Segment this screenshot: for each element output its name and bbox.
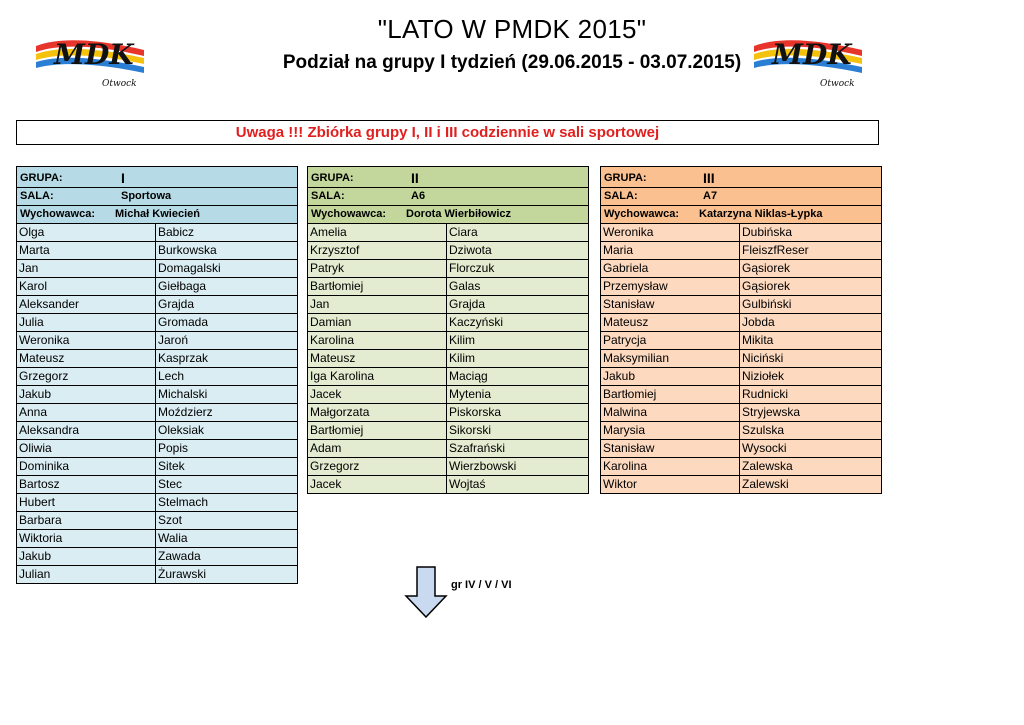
student-row — [17, 224, 297, 242]
first-name-cell: Grzegorz — [17, 368, 156, 385]
room-row — [308, 188, 588, 206]
student-row — [17, 512, 297, 530]
grupa-label: GRUPA: — [311, 172, 354, 184]
last-name-cell: Domagalski — [158, 261, 221, 275]
student-row — [17, 494, 297, 512]
first-name-cell: Jakub — [17, 548, 156, 565]
sala-value: A6 — [411, 190, 426, 202]
last-name-cell: Żurawski — [158, 567, 207, 581]
last-name-cell: Popis — [158, 441, 189, 455]
student-row — [17, 404, 297, 422]
last-name-cell: Zawada — [158, 549, 201, 563]
last-name-cell: Burkowska — [158, 243, 217, 257]
svg-text:MDK: MDK — [772, 38, 852, 71]
sala-label: SALA: — [311, 190, 345, 202]
first-name-cell: Karolina — [308, 332, 447, 349]
last-name-cell: Sikorski — [449, 423, 492, 437]
first-name-cell: Stanisław — [601, 440, 740, 457]
first-name-cell: Olga — [17, 224, 156, 241]
group-2-table — [307, 166, 589, 494]
last-name-cell: Niziołek — [742, 369, 785, 383]
last-name-cell: Gąsiorek — [742, 261, 791, 275]
page-title: "LATO W PMDK 2015" — [377, 14, 647, 44]
group-3-table — [600, 166, 882, 494]
first-name-cell: Jacek — [308, 386, 447, 403]
assembly-notice: Uwaga !!! Zbiórka grupy I, II i III codziennie w sali sportowej — [16, 120, 879, 145]
last-name-cell: Rudnicki — [742, 387, 789, 401]
first-name-cell: Marta — [17, 242, 156, 259]
first-name-cell: Hubert — [17, 494, 156, 511]
last-name-cell: Szulska — [742, 423, 785, 437]
first-name-cell: Jan — [308, 296, 447, 313]
first-name-cell: Marysia — [601, 422, 740, 439]
student-row — [308, 314, 588, 332]
group-header — [17, 167, 297, 188]
svg-text:MDK: MDK — [54, 38, 134, 71]
student-row — [601, 386, 881, 404]
first-name-cell: Julia — [17, 314, 156, 331]
student-row — [17, 350, 297, 368]
first-name-cell: Stanisław — [601, 296, 740, 313]
first-name-cell: Krzysztof — [308, 242, 447, 259]
last-name-cell: Kaczyński — [449, 315, 504, 329]
student-row — [17, 314, 297, 332]
last-name-cell: Maciąg — [449, 369, 488, 383]
first-name-cell: Iga Karolina — [308, 368, 447, 385]
student-row — [601, 260, 881, 278]
last-name-cell: Zalewska — [742, 459, 793, 473]
first-name-cell: Przemysław — [601, 278, 740, 295]
student-row — [601, 296, 881, 314]
first-name-cell: Bartłomiej — [601, 386, 740, 403]
student-row — [17, 332, 297, 350]
room-row — [17, 188, 297, 206]
teacher-row — [308, 206, 588, 224]
teacher-label: Wychowawca: — [20, 208, 95, 220]
first-name-cell: Amelia — [308, 224, 447, 241]
last-name-cell: Michalski — [158, 387, 208, 401]
last-name-cell: Wierzbowski — [449, 459, 517, 473]
first-name-cell: Maria — [601, 242, 740, 259]
student-row — [308, 260, 588, 278]
first-name-cell: Jakub — [17, 386, 156, 403]
student-row — [308, 350, 588, 368]
last-name-cell: Wysocki — [742, 441, 787, 455]
last-name-cell: Stryjewska — [742, 405, 801, 419]
student-row — [17, 458, 297, 476]
first-name-cell: Julian — [17, 566, 156, 583]
first-name-cell: Maksymilian — [601, 350, 740, 367]
group-header — [308, 167, 588, 188]
first-name-cell: Mateusz — [308, 350, 447, 367]
last-name-cell: Zalewski — [742, 477, 789, 491]
student-row — [601, 278, 881, 296]
student-row — [308, 242, 588, 260]
student-row — [17, 476, 297, 494]
last-name-cell: Szafrański — [449, 441, 506, 455]
first-name-cell: Weronika — [17, 332, 156, 349]
student-row — [601, 422, 881, 440]
student-row — [601, 476, 881, 493]
student-row — [308, 368, 588, 386]
student-row — [308, 386, 588, 404]
mdk-logo-left — [32, 30, 152, 92]
last-name-cell: Ciara — [449, 225, 478, 239]
first-name-cell: Patryk — [308, 260, 447, 277]
sala-value: A7 — [703, 190, 718, 202]
first-name-cell: Gabriela — [601, 260, 740, 277]
student-row — [601, 224, 881, 242]
last-name-cell: Stelmach — [158, 495, 209, 509]
student-row — [601, 350, 881, 368]
last-name-cell: Mytenia — [449, 387, 492, 401]
student-row — [601, 440, 881, 458]
last-name-cell: Gromada — [158, 315, 209, 329]
first-name-cell: Bartłomiej — [308, 422, 447, 439]
mdk-logo-right — [750, 30, 870, 92]
first-name-cell: Malwina — [601, 404, 740, 421]
student-row — [308, 476, 588, 493]
last-name-cell: Oleksiak — [158, 423, 205, 437]
last-name-cell: Kilim — [449, 351, 475, 365]
last-name-cell: Babicz — [158, 225, 195, 239]
grupa-label: GRUPA: — [20, 172, 63, 184]
first-name-cell: Oliwia — [17, 440, 156, 457]
first-name-cell: Dominika — [17, 458, 156, 475]
student-row — [601, 404, 881, 422]
teacher-value: Michał Kwiecień — [115, 208, 200, 220]
student-row — [17, 422, 297, 440]
last-name-cell: Kasprzak — [158, 351, 209, 365]
svg-text:Otwock: Otwock — [102, 79, 137, 89]
sala-label: SALA: — [604, 190, 638, 202]
student-row — [308, 296, 588, 314]
teacher-value: Katarzyna Niklas-Łypka — [699, 208, 823, 220]
student-row — [308, 332, 588, 350]
grupa-value: I — [121, 170, 125, 186]
student-row — [601, 368, 881, 386]
sala-value: Sportowa — [121, 190, 172, 202]
student-row — [601, 458, 881, 476]
student-row — [308, 278, 588, 296]
student-row — [17, 296, 297, 314]
last-name-cell: Szot — [158, 513, 183, 527]
last-name-cell: Dubińska — [742, 225, 793, 239]
first-name-cell: Wiktoria — [17, 530, 156, 547]
teacher-value: Dorota Wierbiłowicz — [406, 208, 512, 220]
first-name-cell: Bartosz — [17, 476, 156, 493]
student-row — [308, 404, 588, 422]
first-name-cell: Adam — [308, 440, 447, 457]
first-name-cell: Barbara — [17, 512, 156, 529]
student-row — [17, 260, 297, 278]
last-name-cell: Florczuk — [449, 261, 495, 275]
student-row — [17, 548, 297, 566]
grupa-label: GRUPA: — [604, 172, 647, 184]
down-arrow-icon — [404, 566, 448, 618]
first-name-cell: Mateusz — [601, 314, 740, 331]
first-name-cell: Bartłomiej — [308, 278, 447, 295]
sala-label: SALA: — [20, 190, 54, 202]
student-row — [308, 422, 588, 440]
last-name-cell: Dziwota — [449, 243, 492, 257]
next-groups-label: gr IV / V / VI — [451, 579, 512, 591]
last-name-cell: Grajda — [449, 297, 486, 311]
grupa-value: II — [411, 170, 419, 186]
student-row — [17, 278, 297, 296]
first-name-cell: Jakub — [601, 368, 740, 385]
first-name-cell: Aleksandra — [17, 422, 156, 439]
first-name-cell: Karolina — [601, 458, 740, 475]
last-name-cell: Galas — [449, 279, 481, 293]
first-name-cell: Mateusz — [17, 350, 156, 367]
room-row — [601, 188, 881, 206]
first-name-cell: Grzegorz — [308, 458, 447, 475]
student-row — [17, 566, 297, 583]
first-name-cell: Wiktor — [601, 476, 740, 493]
last-name-cell: Jobda — [742, 315, 775, 329]
student-row — [17, 530, 297, 548]
teacher-row — [17, 206, 297, 224]
last-name-cell: Stec — [158, 477, 183, 491]
first-name-cell: Damian — [308, 314, 447, 331]
student-row — [308, 440, 588, 458]
last-name-cell: Grajda — [158, 297, 195, 311]
first-name-cell: Karol — [17, 278, 156, 295]
last-name-cell: FleiszfReser — [742, 243, 809, 257]
last-name-cell: Mikita — [742, 333, 774, 347]
student-row — [17, 386, 297, 404]
last-name-cell: Gąsiorek — [742, 279, 791, 293]
student-row — [17, 368, 297, 386]
last-name-cell: Niciński — [742, 351, 784, 365]
student-row — [601, 332, 881, 350]
last-name-cell: Piskorska — [449, 405, 502, 419]
group-1-table — [16, 166, 298, 584]
last-name-cell: Giełbaga — [158, 279, 207, 293]
student-row — [601, 314, 881, 332]
student-row — [17, 242, 297, 260]
student-row — [308, 458, 588, 476]
student-row — [17, 440, 297, 458]
last-name-cell: Moździerz — [158, 405, 213, 419]
group-header — [601, 167, 881, 188]
last-name-cell: Kilim — [449, 333, 475, 347]
first-name-cell: Małgorzata — [308, 404, 447, 421]
grupa-value: III — [703, 170, 715, 186]
last-name-cell: Jaroń — [158, 333, 189, 347]
first-name-cell: Patrycja — [601, 332, 740, 349]
last-name-cell: Lech — [158, 369, 185, 383]
teacher-row — [601, 206, 881, 224]
first-name-cell: Anna — [17, 404, 156, 421]
first-name-cell: Jan — [17, 260, 156, 277]
first-name-cell: Jacek — [308, 476, 447, 493]
teacher-label: Wychowawca: — [604, 208, 679, 220]
student-row — [601, 242, 881, 260]
svg-text:Otwock: Otwock — [820, 79, 855, 89]
last-name-cell: Gulbiński — [742, 297, 792, 311]
student-row — [308, 224, 588, 242]
last-name-cell: Wojtaś — [449, 477, 486, 491]
last-name-cell: Sitek — [158, 459, 185, 473]
page-subtitle: Podział na grupy I tydzień (29.06.2015 - 03.07.2015) — [282, 52, 742, 73]
last-name-cell: Walia — [158, 531, 188, 545]
first-name-cell: Weronika — [601, 224, 740, 241]
first-name-cell: Aleksander — [17, 296, 156, 313]
teacher-label: Wychowawca: — [311, 208, 386, 220]
